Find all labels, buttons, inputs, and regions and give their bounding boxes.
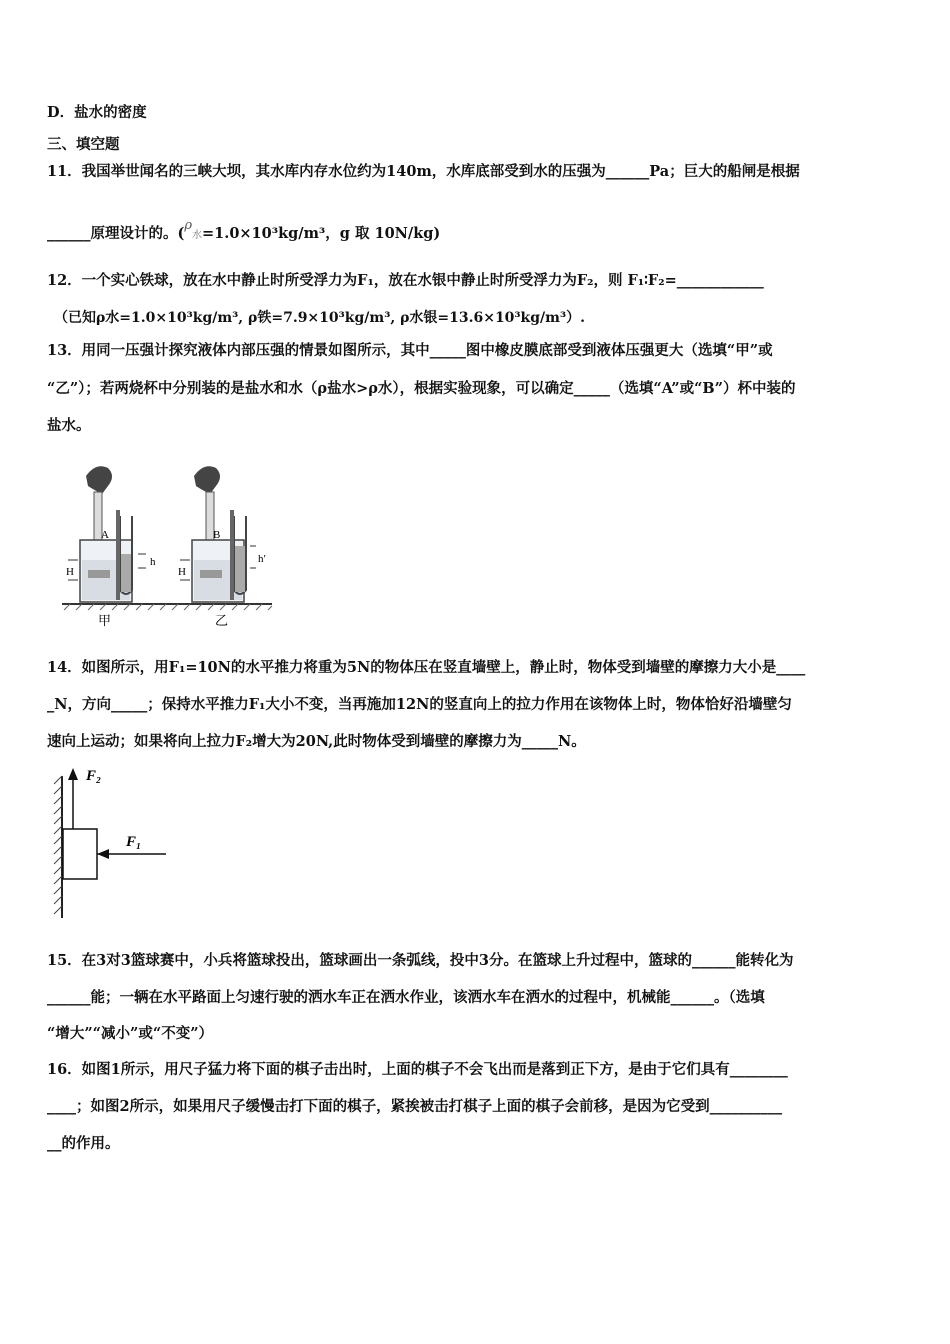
label-b: B <box>213 529 221 541</box>
q11-line2 <box>47 218 441 245</box>
q13-line3: 盐水。 <box>47 417 91 434</box>
caption-yi: 乙 <box>215 614 229 629</box>
q16-line2: ____；如图2所示，如果用尺子缓慢击打下面的棋子，紧挨被击打棋子上面的棋子会前移，是因为它受到__________ <box>47 1098 783 1115</box>
label-h-prime: h′ <box>258 553 266 565</box>
label-f1: F₁ <box>126 834 142 850</box>
q12-line2: （已知ρ水=1.0×10³kg/m³, ρ铁=7.9×10³kg/m³, ρ水银=13.6×10³kg/m³）. <box>54 310 585 326</box>
q14-line2: _N，方向_____；保持水平推力F₁大小不变，当再施加12N的竖直向上的拉力作用在该物体上时，物体恰好沿墙壁匀 <box>47 696 792 713</box>
q11-line2-end: =1.0×10³kg/m³，g 取 10N/kg) <box>202 225 441 242</box>
q15-line3: “增大”“减小”或“不变”） <box>47 1025 214 1042</box>
rho-subscript: 水 <box>192 230 203 241</box>
q13-line1: 13．用同一压强计探究液体内部压强的情景如图所示，其中_____图中橡皮膜底部受到液体压强更大（选填“甲”或 <box>47 342 773 359</box>
label-a: A <box>101 529 109 541</box>
q16-line1: 16．如图1所示，用尺子猛力将下面的棋子击出时，上面的棋子不会飞出而是落到正下方，是由于它们具有________ <box>47 1061 788 1078</box>
label-h-yi: H <box>178 566 186 578</box>
q15-line2: ______能；一辆在水平路面上匀速行驶的洒水车正在洒水作业，该洒水车在洒水的过程中，机械能______。（选填 <box>47 989 765 1006</box>
label-h-jia: H <box>66 566 74 578</box>
q15-line1: 15．在3对3篮球赛中，小兵将篮球投出，篮球画出一条弧线，投中3分。在篮球上升过程中，篮球的______能转化为 <box>47 952 794 969</box>
block <box>63 829 97 879</box>
q11-line2-start: ______原理设计的。( <box>47 225 185 242</box>
q14-line3: 速向上运动；如果将向上拉力F₂增大为20N,此时物体受到墙壁的摩擦力为_____N。 <box>47 733 586 750</box>
q13-line2: “乙”）；若两烧杯中分别装的是盐水和水（ρ盐水>ρ水），根据实验现象，可以确定_____（选填“A”或“B”）杯中装的 <box>47 380 796 397</box>
q16-line3: __的作用。 <box>47 1135 120 1152</box>
arrow-left-icon <box>97 849 109 859</box>
q12-line1: 12．一个实心铁球，放在水中静止时所受浮力为F₁，放在水银中静止时所受浮力为F₂，则 F₁∶F₂=____________ <box>47 272 764 289</box>
option-d: D．盐水的密度 <box>47 104 147 121</box>
wall-force-figure <box>40 762 180 924</box>
label-h-small: h <box>150 556 156 568</box>
pressure-gauge-figure <box>58 460 278 630</box>
arrow-up-icon <box>68 768 78 780</box>
q11-line1: 11．我国举世闻名的三峡大坝，其水库内存水位约为140m，水库底部受到水的压强为______Pa；巨大的船闸是根据 <box>47 163 800 180</box>
q14-line1: 14．如图所示，用F₁=10N的水平推力将重为5N的物体压在竖直墙壁上，静止时，物体受到墙壁的摩擦力大小是____ <box>47 659 806 676</box>
label-f2: F₂ <box>86 768 102 784</box>
section-heading: 三、填空题 <box>47 136 120 153</box>
caption-jia: 甲 <box>98 614 112 629</box>
rho-symbol: ρ <box>184 218 193 233</box>
